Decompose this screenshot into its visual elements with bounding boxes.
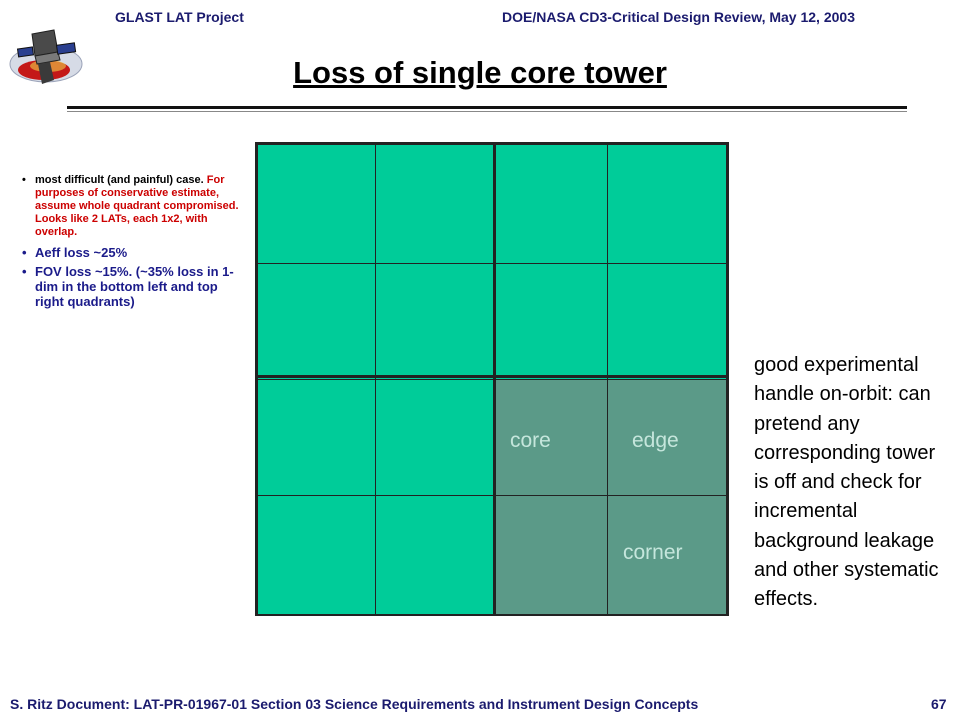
bullet-item-fov xyxy=(22,264,250,309)
label-core: core xyxy=(510,429,551,452)
slide-title: Loss of single core tower xyxy=(293,55,667,90)
quadrant-divider xyxy=(255,375,729,378)
side-note: good experimental handle on-orbit: can pretend any corresponding tower is off and check for incremental background leakage and other systematic effects. xyxy=(754,354,939,611)
bullet-list xyxy=(22,174,250,313)
label-edge: edge xyxy=(632,429,679,452)
grid-line xyxy=(255,495,729,496)
bullet-detail: For purposes of conservative estimate, assume whole quadrant compromised. Looks like 2 LATs, each 1x2, with overlap. xyxy=(35,174,239,238)
bullet-item-aeff xyxy=(22,245,250,260)
bullet-dot: • xyxy=(22,174,26,186)
grid-line xyxy=(255,614,729,616)
bullet-item-case xyxy=(22,174,250,239)
title-rule xyxy=(67,106,907,109)
bullet-dot: • xyxy=(22,245,27,260)
title-rule-thin xyxy=(67,111,907,112)
label-corner: corner xyxy=(623,541,683,564)
bullet-text: FOV loss ~15%. (~35% loss in 1-dim in the bottom left and top right quadrants) xyxy=(35,264,234,309)
tower-grid xyxy=(255,142,729,616)
footer-doc: S. Ritz Document: LAT-PR-01967-01 Section 03 Science Requirements and Instrument Design Concepts xyxy=(10,696,699,712)
bullet-dot: • xyxy=(22,264,27,279)
bullet-lead: most difficult (and painful) case. xyxy=(35,174,204,186)
grid-line xyxy=(255,263,729,264)
grid-line xyxy=(255,379,729,380)
bullet-text: Aeff loss ~25% xyxy=(35,245,128,260)
page-number: 67 xyxy=(931,696,947,712)
header-project: GLAST LAT Project xyxy=(115,9,244,25)
grid-line xyxy=(255,142,729,145)
failed-quadrant xyxy=(495,379,729,616)
header-review: DOE/NASA CD3-Critical Design Review, May 12, 2003 xyxy=(502,9,855,25)
